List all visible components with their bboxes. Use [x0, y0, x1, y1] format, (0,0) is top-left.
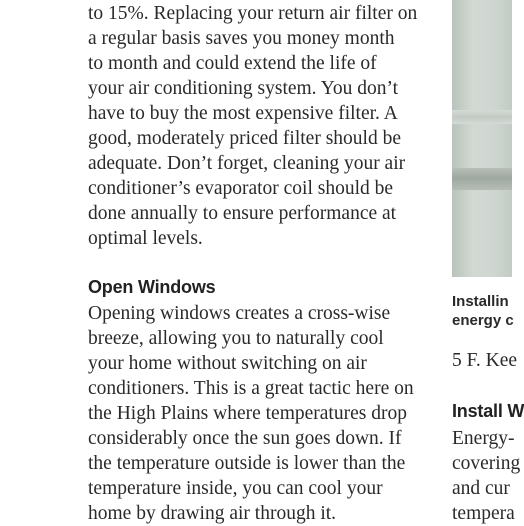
window-frame-rail [452, 168, 512, 190]
text-line: conditioners. This is a great tactic here on [88, 378, 414, 399]
caption-line: energy c [452, 312, 514, 329]
caption-line: Installin [452, 293, 509, 310]
text-line: the temperature outside is lower than the [88, 453, 406, 474]
text-line: Opening windows creates a cross-wise [88, 303, 391, 324]
text-line: your air conditioning system. You don’t [88, 78, 399, 99]
footnote: 5 F. Kee [452, 350, 518, 371]
text-line: optimal levels. [88, 228, 203, 249]
text-line: a regular basis saves you money month [88, 28, 395, 49]
photo-caption [452, 292, 514, 330]
paragraph-install [452, 426, 520, 526]
section-heading-open-windows: Open Windows [88, 277, 216, 297]
section-heading-install: Install W [452, 401, 524, 421]
text-line: conditioner’s evaporator coil should be [88, 178, 394, 199]
window-frame-rail [452, 110, 512, 124]
text-line: adequate. Don’t forget, cleaning your air [88, 153, 406, 174]
text-line: good, moderately priced filter should be [88, 128, 401, 149]
text-line: the High Plains where temperatures drop [88, 403, 407, 424]
text-line: home by drawing air through it. [88, 503, 337, 524]
text-line: tempera [452, 503, 515, 524]
paragraph-air-filter [88, 1, 417, 251]
text-line: considerably once the sun goes down. If [88, 428, 402, 449]
text-line: have to buy the most expensive filter. A [88, 103, 398, 124]
text-line: to month and could extend the life of [88, 53, 377, 74]
text-line: to 15%. Replacing your return air filter on [88, 3, 418, 24]
text-line: and cur [452, 478, 510, 499]
text-line: done annually to ensure performance at [88, 203, 397, 224]
window-photo [452, 0, 512, 277]
text-line: your home without switching on air [88, 353, 367, 374]
text-line: Energy- [452, 428, 515, 449]
text-line: covering [452, 453, 521, 474]
text-line: breeze, allowing you to naturally cool [88, 328, 384, 349]
text-line: temperature inside, you can cool your [88, 478, 383, 499]
paragraph-open-windows [88, 301, 414, 526]
